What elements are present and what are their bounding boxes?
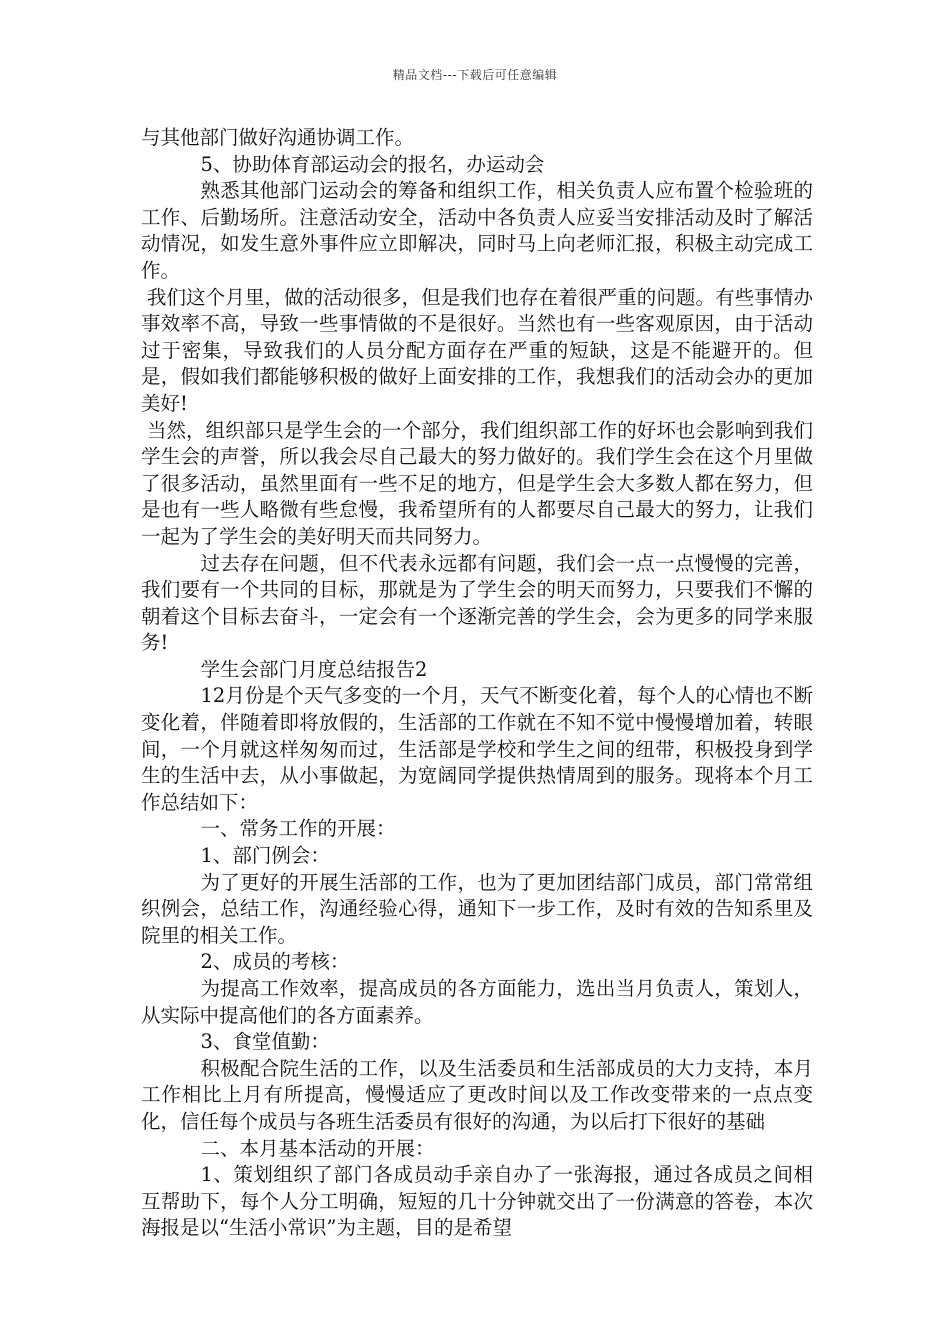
- paragraph: 12月份是个天气多变的一个月，天气不断变化着，每个人的心情也不断变化着，伴随着即将放假的，生活部的工作就在不知不觉中慢慢增加着，转眼间，一个月就这样匆匆而过，生活部是学校和学生之间的纽带，积极投身到学生的生活中去，从小事做起，为宽阔同学提供热情周到的服务。现将本个月工作总结如下：: [141, 684, 813, 814]
- paragraph: 为提高工作效率，提高成员的各方面能力，选出当月负责人，策划人，从实际中提高他们的各方面素养。: [141, 977, 813, 1027]
- paragraph: 与其他部门做好沟通协调工作。: [141, 126, 415, 149]
- paragraph: 2、成员的考核：: [200, 950, 350, 974]
- paragraph: 一、常务工作的开展：: [200, 817, 396, 841]
- paragraph: 熟悉其他部门运动会的筹备和组织工作，相关负责人应布置个检验班的工作、后勤场所。注意活动安全，活动中各负责人应妥当安排活动及时了解活动情况，如发生意外事件应立即解决，同时马上向老师汇报，积极主动完成工作。: [141, 179, 813, 282]
- paragraph: 当然，组织部只是学生会的一个部分，我们组织部工作的好坏也会影响到我们学生会的声誉，所以我会尽自己最大的努力做好的。我们学生会在这个月里做了很多活动，虽然里面有一些不足的地方，但是学生会大多数人都在努力，但是也有一些人略微有些怠慢，我希望所有的人都要尽自己最大的努力，让我们一起为了学生会的美好明天而共同努力。: [141, 418, 813, 548]
- paragraph: 3、食堂值勤：: [200, 1030, 330, 1054]
- paragraph: 1、策划组织了部门各成员动手亲自办了一张海报，通过各成员之间相互帮助下，每个人分工明确，短短的几十分钟就交出了一份满意的答卷，本次海报是以“生活小常识”为主题，目的是希望: [141, 1163, 813, 1240]
- paragraph: 5、协助体育部运动会的报名，办运动会: [200, 152, 545, 176]
- paragraph: 为了更好的开展生活部的工作，也为了更加团结部门成员，部门常常组织例会，总结工作，沟通经验心得，通知下一步工作，及时有效的告知系里及院里的相关工作。: [141, 870, 813, 947]
- paragraph: 二、本月基本活动的开展：: [200, 1136, 435, 1160]
- page-header: 精品文档---下载后可任意编辑: [392, 68, 558, 82]
- paragraph: 积极配合院生活的工作，以及生活委员和生活部成员的大力支持，本月工作相比上月有所提高，慢慢适应了更改时间以及工作改变带来的一点点变化，信任每个成员与各班生活委员有很好的沟通，为以后打下很好的基础: [141, 1056, 813, 1133]
- paragraph: 1、部门例会：: [200, 844, 330, 868]
- document-body: [141, 125, 813, 1242]
- paragraph: 学生会部门月度总结报告2: [200, 657, 428, 681]
- paragraph: 我们这个月里，做的活动很多，但是我们也存在着很严重的问题。有些事情办事效率不高，导致一些事情做的不是很好。当然也有一些客观原因，由于活动过于密集，导致我们的人员分配方面存在严重的短缺，这是不能避开的。但是，假如我们都能够积极的做好上面安排的工作，我想我们的活动会办的更加美好!: [141, 285, 813, 415]
- paragraph: 过去存在问题，但不代表永远都有问题，我们会一点一点慢慢的完善，我们要有一个共同的目标，那就是为了学生会的明天而努力，只要我们不懈的朝着这个目标去奋斗，一定会有一个逐渐完善的学生会，会为更多的同学来服务!: [141, 551, 813, 655]
